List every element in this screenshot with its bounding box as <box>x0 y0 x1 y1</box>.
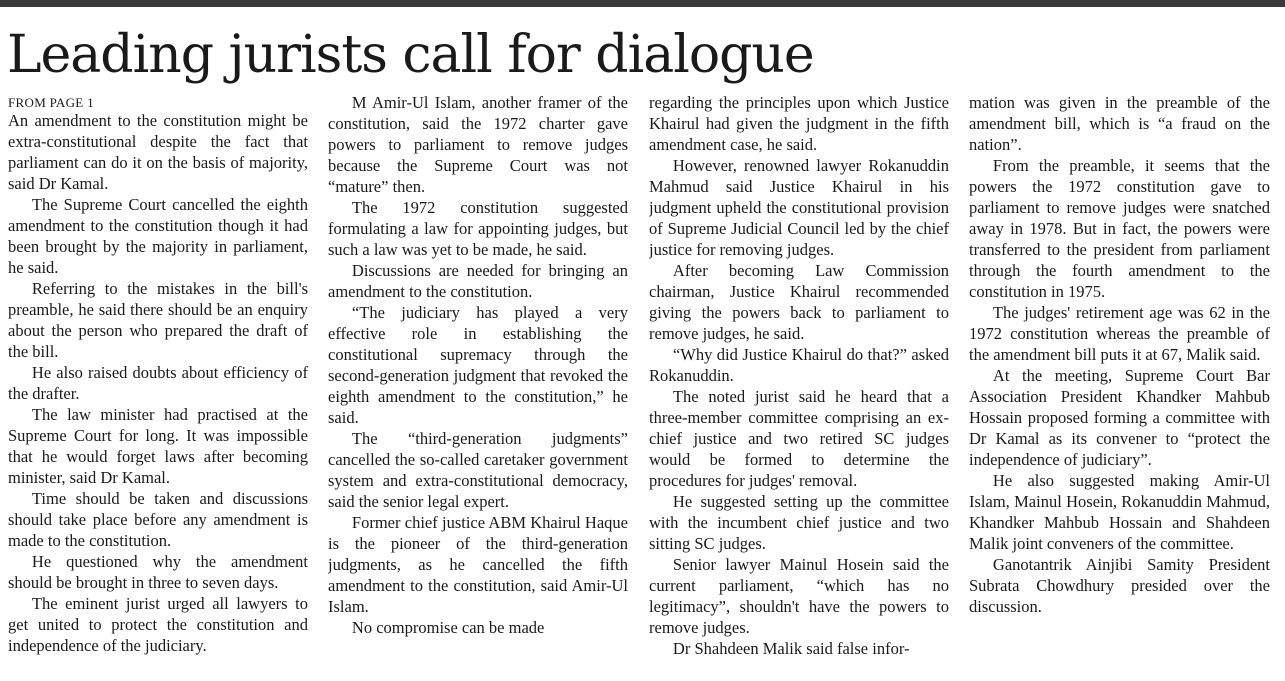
article-paragraph: The 1972 constitution suggested formulating a law for appointing judges, but such a law was yet to be made, he said. <box>328 198 628 259</box>
article-paragraph: Ganotantrik Ainjibi Samity President Subrata Chowdhury presided over the discussion. <box>969 555 1270 616</box>
article-paragraph: An amendment to the constitution might be extra-constitutional despite the fact that parliament can do it on the basis of majority, said Dr Kamal. <box>8 111 308 193</box>
article-paragraph: Discussions are needed for bringing an amendment to the constitution. <box>328 261 628 301</box>
article-paragraph: From the preamble, it seems that the powers the 1972 constitution gave to parliament to remove judges were snatched away in 1978. But in fact, the powers were transferred to the president from parliament through the fourth amendment to the constitution in 1975. <box>969 156 1270 301</box>
article-paragraph: However, renowned lawyer Rokanuddin Mahmud said Justice Khairul in his judgment upheld the constitutional provision of Supreme Judicial Council led by the chief justice for removing judges. <box>649 156 949 259</box>
article-paragraph: The noted jurist said he heard that a three-member committee comprising an ex-chief justice and two retired SC judges would be formed to determine the procedures for judges' removal. <box>649 387 949 490</box>
article-paragraph: He suggested setting up the committee with the incumbent chief justice and two sitting SC judges. <box>649 492 949 553</box>
article-paragraph: After becoming Law Commission chairman, Justice Khairul recommended giving the powers back to parliament to remove judges, he said. <box>649 261 949 343</box>
article-paragraph: He also suggested making Amir-Ul Islam, Mainul Hosein, Rokanuddin Mahmud, Khandker Mahbub Hossain and Shahdeen Malik joint conveners of the committee. <box>969 471 1270 553</box>
article-column-3 <box>649 92 949 681</box>
continuation-label: FROM PAGE 1 <box>8 95 94 110</box>
article-column-2 <box>328 92 628 681</box>
article-paragraph: The “third-generation judgments” cancelled the so-called caretaker government system and extra-constitutional democracy, said the senior legal expert. <box>328 429 628 511</box>
article-paragraph: mation was given in the preamble of the amendment bill, which is “a fraud on the nation”. <box>969 93 1270 154</box>
article-paragraph: No compromise can be made <box>351 618 545 637</box>
article-paragraph: “The judiciary has played a very effective role in establishing the constitutional supremacy through the second-generation judgment that revoked the eighth amendment to the constitution,” he said. <box>328 303 628 427</box>
article-paragraph: regarding the principles upon which Justice Khairul had given the judgment in the fifth amendment case, he said. <box>649 93 949 154</box>
article-paragraph: The eminent jurist urged all lawyers to get united to protect the constitution and independence of the judiciary. <box>8 594 308 655</box>
article-paragraph: At the meeting, Supreme Court Bar Association President Khandker Mahbub Hossain proposed forming a committee with Dr Kamal as its convener to “protect the independence of judiciary”. <box>969 366 1270 469</box>
article-paragraph: Senior lawyer Mainul Hosein said the current parliament, “which has no legitimacy”, shouldn't have the powers to remove judges. <box>649 555 949 637</box>
article-paragraph: Former chief justice ABM Khairul Haque is the pioneer of the third-generation judgments, as he cancelled the fifth amendment to the constitution, said Amir-Ul Islam. <box>328 513 628 616</box>
top-rule <box>0 0 1285 7</box>
headline: Leading jurists call for dialogue <box>7 25 814 85</box>
article-paragraph: He also raised doubts about efficiency of the drafter. <box>8 363 308 403</box>
article-column-4 <box>969 92 1270 681</box>
article-paragraph: Time should be taken and discussions should take place before any amendment is made to the constitution. <box>8 489 308 550</box>
article-paragraph: M Amir-Ul Islam, another framer of the constitution, said the 1972 charter gave powers to parliament to remove judges because the Supreme Court was not “mature” then. <box>328 93 628 196</box>
article-paragraph: The judges' retirement age was 62 in the 1972 constitution whereas the preamble of the amendment bill puts it at 67, Malik said. <box>969 303 1270 364</box>
article-paragraph: Dr Shahdeen Malik said false infor- <box>672 639 910 658</box>
article-column-1 <box>8 110 308 681</box>
article-paragraph: The Supreme Court cancelled the eighth amendment to the constitution though it had been brought by the majority in parliament, he said. <box>8 195 308 277</box>
article-paragraph: Referring to the mistakes in the bill's preamble, he said there should be an enquiry about the person who prepared the draft of the bill. <box>8 279 308 361</box>
article-paragraph: He questioned why the amendment should be brought in three to seven days. <box>8 552 308 592</box>
article-paragraph: “Why did Justice Khairul do that?” asked Rokanuddin. <box>649 345 949 385</box>
article-paragraph: The law minister had practised at the Supreme Court for long. It was impossible that he would forget laws after becoming minister, said Dr Kamal. <box>8 405 308 487</box>
